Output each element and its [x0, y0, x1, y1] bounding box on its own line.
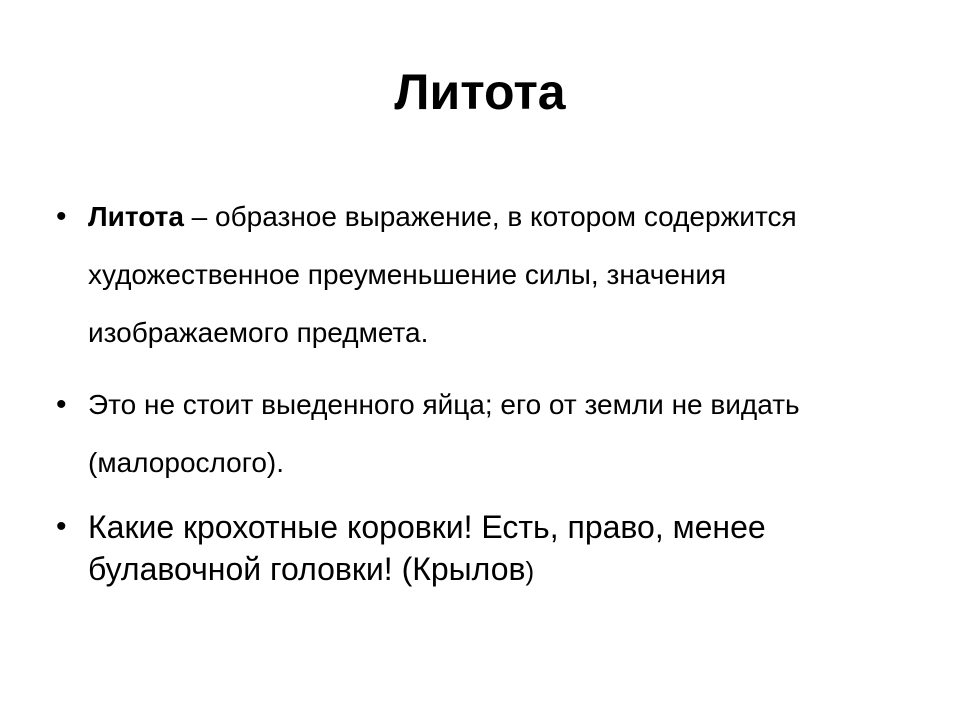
definition-text: – образное выражение, в котором содержится художественное преуменьшение силы, значения изображаемого предмета.: [88, 201, 797, 348]
example-2-text: Какие крохотные коровки! Есть, право, менее булавочной головки! (Крылов: [88, 509, 766, 587]
bullet-item-example-2: [56, 506, 916, 592]
bullet-dot-icon: •: [56, 388, 67, 421]
bullet-dot-icon: •: [56, 510, 67, 543]
bullet-dot-icon: •: [56, 200, 67, 233]
example-1-text: Это не стоит выеденного яйца; его от земли не видать (малорослого).: [88, 389, 800, 478]
example-2-closing-paren: ): [525, 556, 535, 586]
definition-term: Литота: [88, 201, 184, 232]
bullet-item-definition: [56, 188, 916, 362]
bullet-list: [56, 188, 916, 592]
bullet-item-example-1: [56, 376, 916, 492]
slide-title: Литота: [394, 64, 566, 120]
